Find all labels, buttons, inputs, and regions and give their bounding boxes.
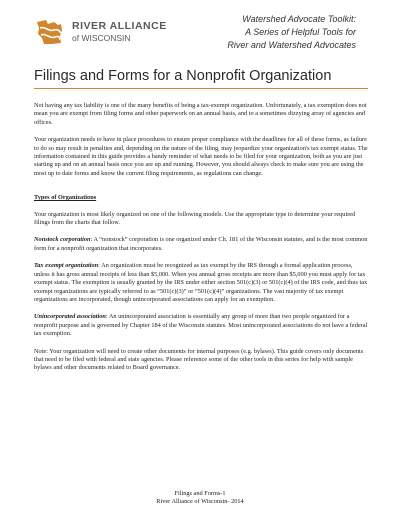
taxexempt-term: Tax exempt organization bbox=[34, 262, 99, 270]
title-divider bbox=[34, 88, 368, 89]
toolkit-line-1: Watershed Advocate Toolkit: bbox=[242, 14, 356, 24]
nonstock-paragraph bbox=[34, 236, 368, 253]
unincorporated-text: : An unincorporated association is essentially any group of more than two people organized for a nonprofit purpose and is governed by Chapter 184 of the Wisconsin statutes. Most unincorporated associations do not have a federal tax exemption. bbox=[34, 313, 368, 338]
unincorporated-paragraph bbox=[34, 313, 368, 338]
taxexempt-text: : An organization must be recognized as tax exempt by the IRS through a formal application process, unless it has gross annual receipts of less than $5,000. When you annual gross receipts are more than $5,000 you must apply for tax exempt status. The exemption is usually granted by the IRS under either section 501(c)(3) or 501(c)(4) of the IRS code, and thus tax exempt organizations are typically referred to as “501(c)(3)” or “501(c)(4)” organizations. The vast majority of tax exempt organizations are incorporated, though unincorporated associations can apply for an exemption. bbox=[34, 262, 368, 303]
nonstock-term: Nonstock corporation bbox=[34, 236, 91, 244]
note-paragraph: Note: Your organization will need to create other documents for internal purposes (e.g. bylaws). This guide covers only documents that need to be filed with federal and state agencies. Please reference some of the other tools in this series for help with sample bylaws and other documents related to Board governance. bbox=[34, 347, 364, 372]
nonstock-text: : A “nonstock” corporation is one organized under Ch. 181 of the Wisconsin statutes, and is the most common form for a nonprofit organization that incorporates. bbox=[34, 236, 368, 252]
page-footer bbox=[0, 490, 400, 506]
org-name: RIVER ALLIANCE bbox=[72, 20, 167, 32]
river-alliance-logo-icon bbox=[34, 16, 66, 48]
footer-org-year: River Alliance of Wisconsin- 2014 bbox=[156, 498, 244, 505]
section-heading-types: Types of Organizations bbox=[34, 194, 97, 202]
footer-page-label: Filings and Forms-1 bbox=[174, 490, 226, 497]
types-intro-paragraph: Your organization is most likely organized on one of the following models. Use the appropriate type to determine your required filings from the charts that follow. bbox=[34, 210, 356, 227]
taxexempt-paragraph bbox=[34, 262, 368, 304]
document-body bbox=[34, 102, 368, 382]
toolkit-tagline bbox=[166, 13, 356, 52]
toolkit-line-3: River and Watershed Advocates bbox=[227, 40, 356, 50]
logo bbox=[34, 16, 184, 48]
page-title: Filings and Forms for a Nonprofit Organization bbox=[34, 68, 332, 84]
compliance-paragraph: Your organization needs to have in place procedures to ensure proper compliance with the deadlines for all of these forms, as failure to do so may result in penalties and, depending on the nature of the filing, may jeopardize your organization's tax exempt status. The information contained in this guide provides a handy reminder of what needs to be filed for your organization, both as you are just starting up and on an annual basis once you are up and running. However, you should always check to make sure you are using the most up to date forms and know the current filing requirements, as regulations can change. bbox=[34, 136, 368, 177]
unincorporated-term: Unincorporated association bbox=[34, 313, 106, 321]
org-subname: of WISCONSIN bbox=[72, 33, 131, 43]
intro-paragraph: Not having any tax liability is one of the many benefits of being a tax-exempt organization. Unfortunately, a tax exemption does not mean you are exempt from filing forms and other paperwork on an annual basis, and to a sometimes dizzying array of agencies and offices. bbox=[34, 102, 367, 126]
toolkit-line-2: A Series of Helpful Tools for bbox=[245, 27, 356, 37]
